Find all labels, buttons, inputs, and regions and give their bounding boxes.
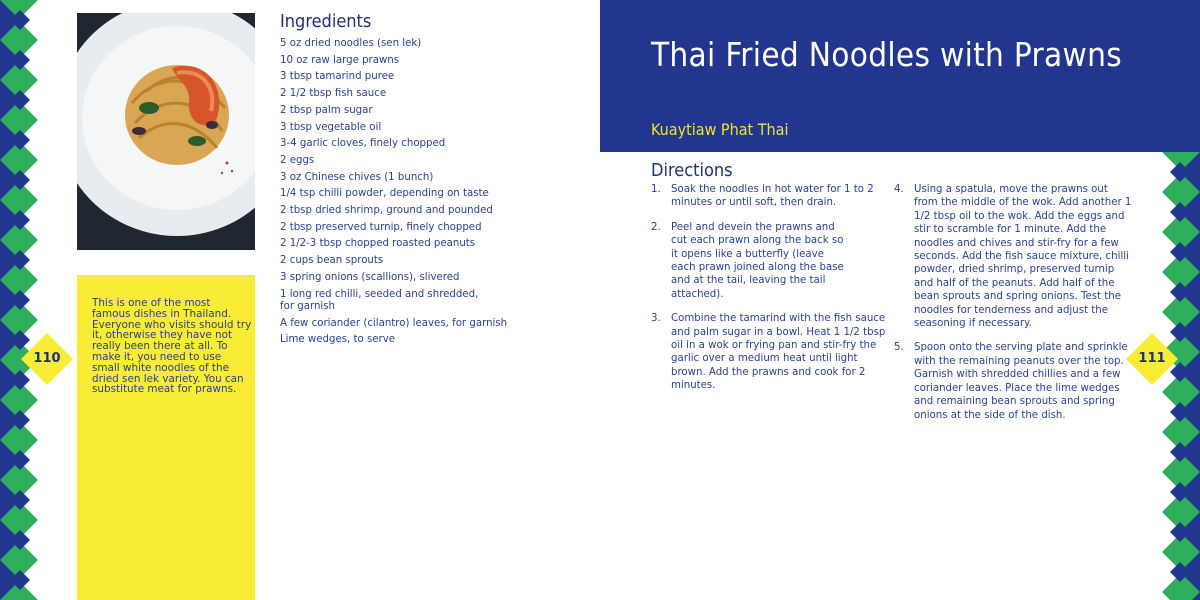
- step-number: 1.: [651, 184, 661, 195]
- ingredient-item: 5 oz dried noodles (sen lek): [280, 38, 422, 49]
- ingredients-title: Ingredients: [280, 11, 372, 32]
- ingredient-item: 3 spring onions (scallions), slivered: [280, 271, 460, 283]
- step-text: Using a spatula, move the prawns out from the middle of the wok. Add another 1 1/2 tbsp oil to the wok. Add the eggs and stir to scramble for 1 minute. Add the noodles and chives and stir-fry for a few seconds. Add the fish sauce mixture, chilli powder, dried shrimp, preserved turnip and half of the peanuts. Add half of the bean sprouts and spring onions. Test the noodles for tenderness and adjust the seasoning if necessary.: [914, 184, 1132, 330]
- ingredient-item: 3-4 garlic cloves, finely chopped: [280, 138, 446, 150]
- direction-step: [894, 341, 1134, 421]
- ingredient-item: 1/4 tsp chilli powder, depending on taste: [280, 188, 489, 200]
- step-number: 2.: [651, 221, 661, 233]
- ingredient-item: 2 tbsp palm sugar: [280, 104, 373, 116]
- direction-step: [651, 221, 846, 301]
- recipe-title: Thai Fried Noodles with Prawns: [651, 35, 1122, 74]
- ingredient-item: A few coriander (cilantro) leaves, for garnish: [280, 317, 508, 329]
- ingredient-item: 10 oz raw large prawns: [280, 54, 400, 66]
- ingredient-item: 3 oz Chinese chives (1 bunch): [280, 171, 434, 183]
- page-number-right: [1126, 333, 1178, 385]
- step-number: 3.: [651, 313, 661, 325]
- directions-title: Directions: [651, 160, 733, 181]
- ingredient-item: 1 long red chilli, seeded and shredded, for garnish: [280, 288, 479, 312]
- ingredient-item: Lime wedges, to serve: [280, 334, 396, 346]
- ingredient-item: 3 tbsp tamarind puree: [280, 71, 395, 83]
- step-text: Soak the noodles in hot water for 1 to 2 minutes or until soft, then drain.: [671, 184, 874, 209]
- step-text: Spoon onto the serving plate and sprinkle with the remaining peanuts over the top. Garnish with shredded chillies and a few coriander leaves. Place the lime wedges and remaining bean sprouts and spring onions at the side of the dish.: [914, 342, 1128, 421]
- directions-column-1: [651, 183, 886, 404]
- step-text: Peel and devein the prawns and cut each prawn along the back so it opens like a butterfly (leave each prawn joined along the base and at the tail, leaving the tail attached).: [671, 221, 844, 300]
- page-number-left: [21, 333, 73, 385]
- recipe-subtitle: Kuaytiaw Phat Thai: [651, 120, 789, 139]
- ingredient-item: 2 tbsp preserved turnip, finely chopped: [280, 221, 482, 233]
- step-text: Combine the tamarind with the fish sauce and palm sugar in a bowl. Heat 1 1/2 tbsp oil in a wok or frying pan and stir-fry the garlic over a medium heat until light brown. Add the prawns and cook for 2 minutes.: [671, 313, 886, 392]
- ingredient-item: 2 eggs: [280, 154, 315, 166]
- page-number-right-text: 111: [1138, 351, 1166, 366]
- ingredient-item: 2 1/2-3 tbsp chopped roasted peanuts: [280, 238, 476, 250]
- page-number-left-text: 110: [33, 351, 61, 366]
- step-number: 4.: [894, 184, 904, 195]
- ingredient-item: 2 1/2 tbsp fish sauce: [280, 88, 387, 100]
- step-number: 5.: [894, 342, 904, 354]
- intro-text: This is one of the most famous dishes in Thailand. Everyone who visits should try it, otherwise they have not really been there at all. To make it, you need to use small white noodles of the dried sen lek variety. You can substitute meat for prawns.: [92, 297, 252, 396]
- directions-column-2: [894, 183, 1134, 433]
- ingredient-item: 2 tbsp dried shrimp, ground and pounded: [280, 205, 493, 217]
- title-banner: [600, 0, 1200, 152]
- ingredient-item: 3 tbsp vegetable oil: [280, 121, 382, 133]
- dish-photo: [77, 13, 255, 250]
- left-zigzag-border: [0, 0, 38, 600]
- ingredients-list: [280, 36, 530, 349]
- direction-step: [651, 312, 886, 392]
- direction-step: [894, 183, 1134, 330]
- ingredient-item: 2 cups bean sprouts: [280, 255, 384, 267]
- direction-step: [651, 183, 886, 210]
